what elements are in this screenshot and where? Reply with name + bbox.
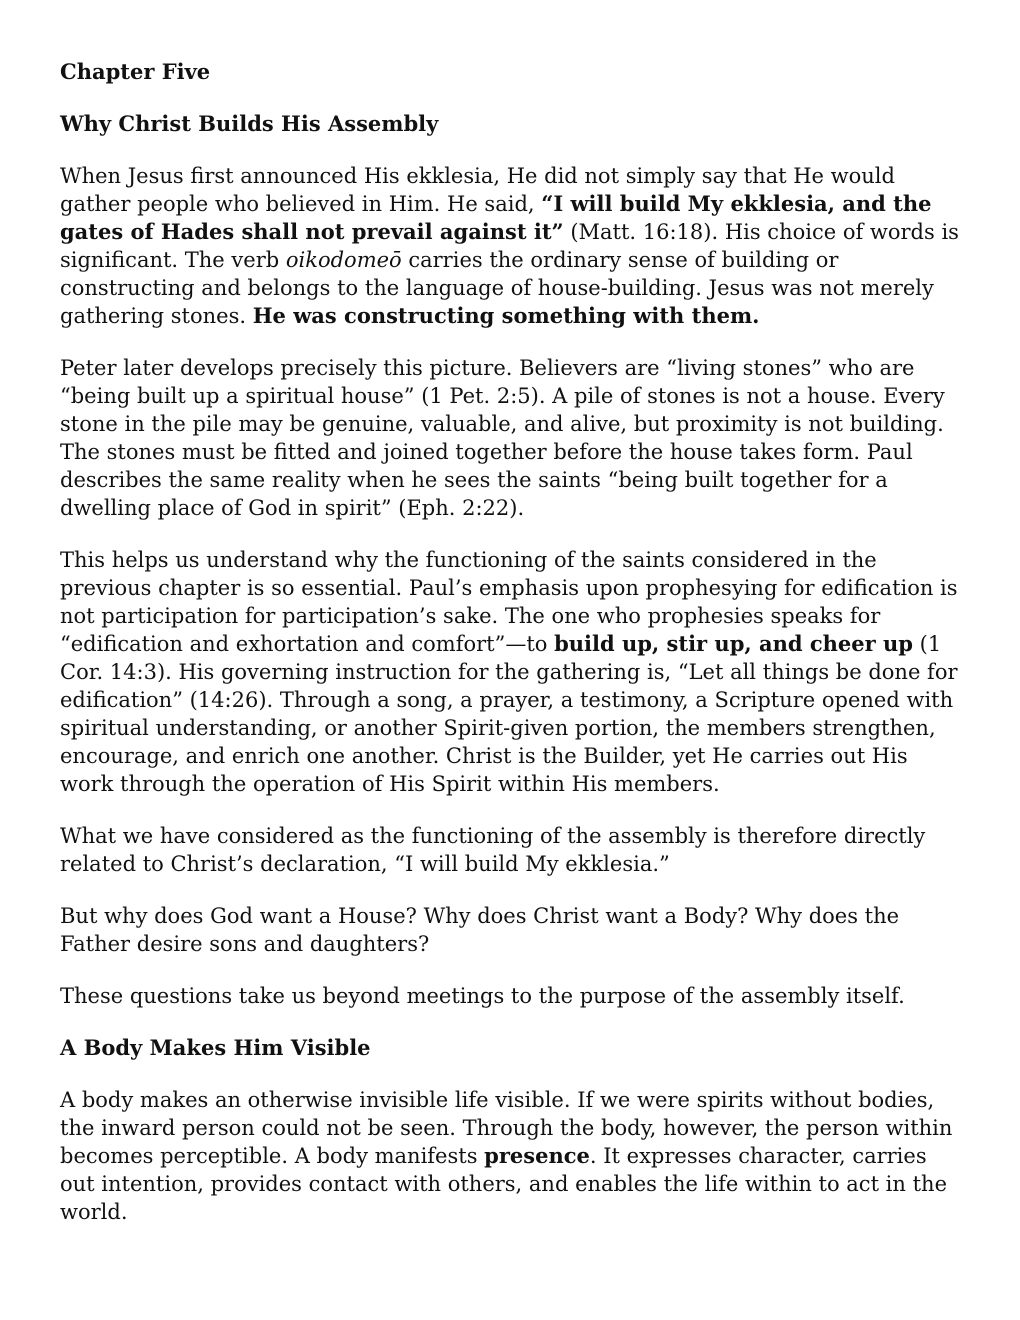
paragraph-1-quote: “I will build My ekklesia, and the gates of Hades shall not prevail against it” <box>60 191 932 244</box>
paragraph-7-emphasis: presence <box>484 1143 590 1168</box>
paragraph-3-emphasis: build up, stir up, and cheer up <box>554 631 913 656</box>
paragraph-7-text-c: . It expresses character, carries out intention, provides contact with others, and enables the life within to act in the world. <box>60 1144 947 1224</box>
paragraph-2: Peter later develops precisely this picture. Believers are “living stones” who are “being built up a spiritual house” (1 Pet. 2:5). A pile of stones is not a house. Every stone in the pile may be genuine, valuable, and alive, but proximity is not building. The stones must be fitted and joined together before the house takes form. Paul describes the same reality when he sees the saints “being built together for a dwelling place of God in spirit” (Eph. 2:22). <box>60 356 945 520</box>
paragraph-1-text-c: (Matt. 16:18). His choice of words is significant. The verb <box>60 220 959 272</box>
paragraph-7 <box>60 1086 960 1226</box>
chapter-label: Chapter Five <box>60 59 211 84</box>
paragraph-1-emphasis: He was constructing something with them. <box>252 303 760 328</box>
paragraph-3-text-a: This helps us understand why the functioning of the saints considered in the previous chapter is so essential. Paul’s emphasis upon prophesying for edification is not participation for participation’s sake. The one who prophesies speaks for “edification and exhortation and comfort”—to <box>60 548 958 656</box>
chapter-title: Why Christ Builds His Assembly <box>60 111 439 136</box>
paragraph-1 <box>60 162 960 330</box>
paragraph-1-greek-term: oikodomeō <box>285 248 402 272</box>
paragraph-5: But why does God want a House? Why does Christ want a Body? Why does the Father desire sons and daughters? <box>60 904 900 956</box>
paragraph-4: What we have considered as the functioning of the assembly is therefore directly related to Christ’s declaration, “I will build My ekklesia.” <box>60 824 926 876</box>
paragraph-3-text-c: (1 Cor. 14:3). His governing instruction for the gathering is, “Let all things be done for edification” (14:26). Through a song, a prayer, a testimony, a Scripture opened with spiritual understanding, or another Spirit-given portion, the members strengthen, encourage, and enrich one another. Christ is the Builder, yet He carries out His work through the operation of His Spirit within His members. <box>60 632 958 796</box>
paragraph-1-text-a: When Jesus first announced His ekklesia, He did not simply say that He would gather people who believed in Him. He said, <box>60 164 895 216</box>
paragraph-6: These questions take us beyond meetings to the purpose of the assembly itself. <box>60 984 905 1008</box>
paragraph-7-text-a: A body makes an otherwise invisible life visible. If we were spirits without bodies, the inward person could not be seen. Through the body, however, the person within becomes perceptible. A body manifests <box>60 1088 953 1168</box>
section-heading: A Body Makes Him Visible <box>60 1035 371 1060</box>
paragraph-3 <box>60 546 960 798</box>
document-page <box>60 58 960 1250</box>
paragraph-1-text-e: carries the ordinary sense of building or constructing and belongs to the language of house-building. Jesus was not merely gathering stones. <box>60 248 934 328</box>
